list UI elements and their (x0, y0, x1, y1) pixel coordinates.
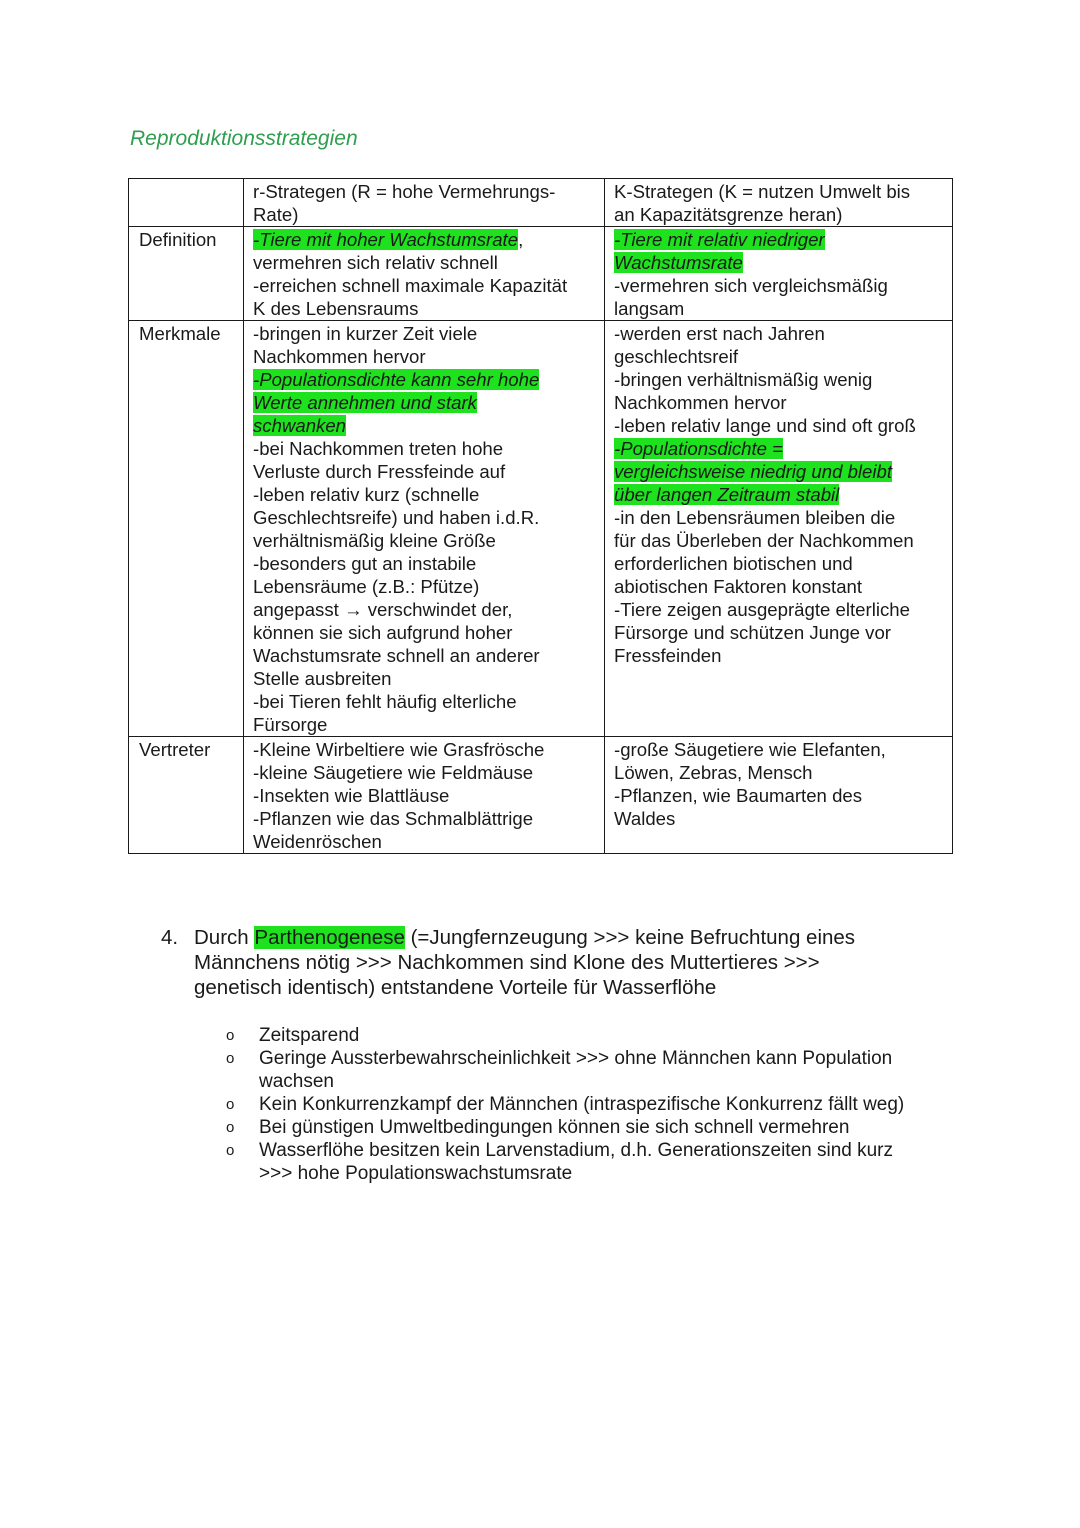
k-cell-line: langsam (614, 298, 685, 319)
r-strategen-cell (244, 227, 605, 321)
k-cell-line (614, 460, 943, 483)
advantage-item (226, 1024, 904, 1047)
k-cell-line: erforderlichen biotischen und (614, 553, 853, 574)
r-cell-line (253, 391, 595, 414)
header-line: r-Strategen (R = hohe Vermehrungs- (253, 181, 556, 202)
highlighted-text: schwanken (253, 415, 347, 436)
advantage-item (226, 1047, 904, 1093)
r-cell-line: Lebensräume (z.B.: Pfütze) (253, 576, 480, 597)
highlighted-text: Wachstumsrate (614, 252, 743, 273)
r-cell-line (253, 368, 595, 391)
k-cell-line: -werden erst nach Jahren (614, 323, 825, 344)
advantage-item (226, 1093, 904, 1116)
r-cell-line: -kleine Säugetiere wie Feldmäuse (253, 762, 534, 783)
task-line1-pre: Durch (194, 926, 249, 949)
header-r-strategen (244, 179, 605, 227)
header-line: K-Strategen (K = nutzen Umwelt bis (614, 181, 911, 202)
r-cell-line: -Tiere mit hoher Wachstumsrate, (253, 229, 524, 250)
task-highlight: Parthenogenese (254, 926, 405, 949)
r-cell-line: -Kleine Wirbeltiere wie Grasfrösche (253, 739, 545, 760)
k-cell-line (614, 228, 943, 251)
advantage-text: wachsen (259, 1071, 334, 1092)
r-strategen-cell (244, 321, 605, 737)
row-label: Merkmale (129, 321, 244, 737)
highlighted-text: -Populationsdichte = (614, 438, 784, 459)
k-cell-line (614, 483, 943, 506)
r-cell-line: Nachkommen hervor (253, 346, 426, 367)
highlighted-text: Werte annehmen und stark (253, 392, 477, 413)
r-cell-line: Geschlechtsreife) und haben i.d.R. (253, 507, 540, 528)
bullet-circle-icon: o (226, 1027, 235, 1044)
r-cell-line (253, 414, 595, 437)
r-cell-line: -besonders gut an instabile (253, 553, 477, 574)
k-cell-line: Fürsorge und schützen Junge vor (614, 622, 891, 643)
task-line3: genetisch identisch) entstandene Vorteile für Wasserflöhe (194, 976, 717, 999)
k-cell-line: -Pflanzen, wie Baumarten des (614, 785, 863, 806)
row-label: Vertreter (129, 737, 244, 854)
task-4 (161, 925, 961, 1000)
task-text (194, 925, 961, 1000)
k-strategen-cell (605, 737, 953, 854)
r-cell-line: Stelle ausbreiten (253, 668, 392, 689)
k-cell-line: -bringen verhältnismäßig wenig (614, 369, 873, 390)
advantage-text: Geringe Aussterbewahrscheinlichkeit >>> ohne Männchen kann Population (259, 1048, 893, 1069)
task-number: 4. (161, 926, 179, 949)
header-empty-cell (129, 179, 244, 227)
r-cell-line: K des Lebensraums (253, 298, 419, 319)
k-cell-line: -große Säugetiere wie Elefanten, (614, 739, 886, 760)
highlighted-text: über langen Zeitraum stabil (614, 484, 840, 505)
r-cell-line: -bei Tieren fehlt häufig elterliche (253, 691, 517, 712)
r-cell-line: -bei Nachkommen treten hohe (253, 438, 504, 459)
r-cell-line: -erreichen schnell maximale Kapazität (253, 275, 568, 296)
highlighted-text: -Tiere mit hoher Wachstumsrate (253, 229, 519, 250)
advantage-text: Bei günstigen Umweltbedingungen können sie sich schnell vermehren (259, 1117, 850, 1138)
k-cell-line (614, 437, 943, 460)
r-cell-line: verhältnismäßig kleine Größe (253, 530, 496, 551)
k-cell-line: Löwen, Zebras, Mensch (614, 762, 813, 783)
table-row (129, 321, 953, 737)
table-header-row (129, 179, 953, 227)
header-line: an Kapazitätsgrenze heran) (614, 204, 843, 225)
r-cell-line: angepasst → verschwindet der, (253, 599, 513, 620)
r-cell-line: Weidenröschen (253, 831, 382, 852)
table-row (129, 227, 953, 321)
advantage-text: >>> hohe Populationswachstumsrate (259, 1163, 573, 1184)
k-cell-line (614, 251, 943, 274)
r-cell-line: -bringen in kurzer Zeit viele (253, 323, 478, 344)
strategy-table (128, 178, 953, 854)
k-cell-line: -leben relativ lange und sind oft groß (614, 415, 916, 436)
k-strategen-cell (605, 321, 953, 737)
header-line: Rate) (253, 204, 299, 225)
task-line2: Männchens nötig >>> Nachkommen sind Klone des Muttertieres >>> (194, 951, 820, 974)
section-title: Reproduktionsstrategien (130, 127, 358, 150)
bullet-circle-icon: o (226, 1142, 235, 1159)
highlighted-text: -Populationsdichte kann sehr hohe (253, 369, 540, 390)
r-strategen-cell (244, 737, 605, 854)
task-line1-post: (=Jungfernzeugung >>> keine Befruchtung eines (410, 926, 856, 949)
k-cell-line: -vermehren sich vergleichsmäßig (614, 275, 888, 296)
k-strategen-cell (605, 227, 953, 321)
r-cell-line: Wachstumsrate schnell an anderer (253, 645, 540, 666)
k-cell-line: Fressfeinden (614, 645, 722, 666)
highlighted-text: vergleichsweise niedrig und bleibt (614, 461, 893, 482)
k-cell-line: für das Überleben der Nachkommen (614, 530, 914, 551)
r-cell-line: -leben relativ kurz (schnelle (253, 484, 480, 505)
advantage-text: Wasserflöhe besitzen kein Larvenstadium, d.h. Generationszeiten sind kurz (259, 1140, 894, 1161)
k-cell-line: -Tiere zeigen ausgeprägte elterliche (614, 599, 910, 620)
k-cell-line: geschlechtsreif (614, 346, 739, 367)
bullet-circle-icon: o (226, 1119, 235, 1136)
table-row (129, 737, 953, 854)
k-cell-line: Waldes (614, 808, 676, 829)
k-cell-line: abiotischen Faktoren konstant (614, 576, 863, 597)
header-k-strategen (605, 179, 953, 227)
advantages-list (226, 1024, 904, 1185)
bullet-circle-icon: o (226, 1096, 235, 1113)
bullet-circle-icon: o (226, 1050, 235, 1067)
r-cell-line: Verluste durch Fressfeinde auf (253, 461, 506, 482)
k-cell-line: Nachkommen hervor (614, 392, 787, 413)
r-cell-line: -Insekten wie Blattläuse (253, 785, 450, 806)
advantage-item (226, 1116, 904, 1139)
advantage-text: Kein Konkurrenzkampf der Männchen (intraspezifische Konkurrenz fällt weg) (259, 1094, 905, 1115)
k-cell-line: -in den Lebensräumen bleiben die (614, 507, 896, 528)
r-cell-line: -Pflanzen wie das Schmalblättrige (253, 808, 534, 829)
r-cell-line: Fürsorge (253, 714, 328, 735)
advantage-item (226, 1139, 904, 1185)
row-label: Definition (129, 227, 244, 321)
r-cell-line: vermehren sich relativ schnell (253, 252, 498, 273)
highlighted-text: -Tiere mit relativ niedriger (614, 229, 825, 250)
advantage-text: Zeitsparend (259, 1025, 360, 1046)
r-cell-line: können sie sich aufgrund hoher (253, 622, 513, 643)
